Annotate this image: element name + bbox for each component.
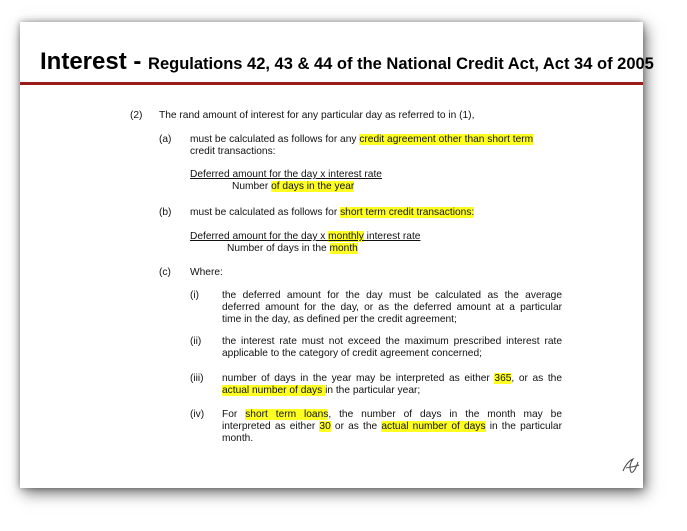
- formula-b-num-text: Deferred amount for the day x: [190, 231, 329, 242]
- sub-i-line2: deferred amount for the day, or as the deferred amount at a particular: [222, 302, 562, 313]
- highlight: actual number of days: [222, 385, 326, 396]
- item-b-label: (b): [159, 207, 172, 218]
- formula-b-denom-text: Number of days in the: [227, 243, 330, 254]
- clause-text: The rand amount of interest for any particular day as referred to in (1),: [159, 110, 475, 121]
- sub-i-line1: the deferred amount for the day must be calculated as the average: [222, 290, 562, 301]
- highlight: month: [329, 243, 358, 254]
- item-a-label: (a): [159, 134, 172, 145]
- sub-iii-line2: [222, 385, 420, 397]
- item-a-line1: [190, 134, 533, 146]
- sub-iii-line1-text: number of days in the year may be interpreted as either: [222, 373, 495, 384]
- sub-iii-line1: [222, 373, 562, 385]
- item-a-line1-text: must be calculated as follows for any: [190, 134, 360, 145]
- highlight: short term credit transactions:: [340, 207, 475, 218]
- formula-b-num-post: interest rate: [363, 231, 421, 242]
- title-dash: -: [126, 48, 149, 75]
- formula-b-numerator: [190, 231, 420, 243]
- clause-number: (2): [130, 110, 143, 121]
- sub-iv-line1-pre: For: [222, 409, 246, 420]
- highlight: short term loans: [245, 409, 329, 420]
- sub-iii-line1-post: , or as the: [511, 373, 562, 384]
- sub-iv-line2-mid: or as the: [330, 421, 382, 432]
- sub-ii-line2: applicable to the category of credit agreement concerned;: [222, 348, 482, 359]
- item-b-text-plain: must be calculated as follows for: [190, 207, 341, 218]
- sub-i-label: (i): [190, 290, 200, 301]
- sub-iv-line1-post: , the number of days in the month may be: [328, 409, 562, 420]
- sub-iv-line2: [222, 421, 562, 433]
- sub-i-line3: time in the day, as defined per the credit agreement;: [222, 314, 457, 325]
- sub-iii-line2-text: in the particular year;: [325, 385, 421, 396]
- sub-iv-line1: [222, 409, 562, 421]
- item-b-text: [190, 207, 474, 219]
- highlight: of days in the year: [271, 181, 355, 192]
- signature-mark: [620, 456, 642, 476]
- sub-iv-line2-pre: interpreted as either: [222, 421, 320, 432]
- formula-a-denominator: [232, 181, 354, 193]
- sub-iii-label: (iii): [190, 373, 204, 384]
- formula-b-denominator: [227, 243, 358, 255]
- formula-a-numerator: Deferred amount for the day x interest rate: [190, 169, 382, 180]
- slide: [20, 22, 654, 488]
- highlight: 30: [319, 421, 331, 432]
- sub-ii-line1: the interest rate must not exceed the maximum prescribed interest rate: [222, 336, 562, 347]
- regulation-text: [20, 22, 643, 488]
- item-c-label: (c): [159, 267, 171, 278]
- formula-a-denom-text: Number: [232, 181, 272, 192]
- highlight: credit agreement other than short term: [359, 134, 534, 145]
- sub-ii-label: (ii): [190, 336, 202, 347]
- highlight: monthly: [328, 231, 364, 242]
- title-main: Interest: [40, 48, 127, 75]
- title-subtitle: Regulations 42, 43 & 44 of the National Credit Act, Act 34 of 2005: [148, 55, 654, 73]
- highlight: 365: [494, 373, 512, 384]
- item-a-line2: credit transactions:: [190, 146, 276, 157]
- sub-iv-line3: month.: [222, 433, 254, 444]
- sub-iv-label: (iv): [190, 409, 205, 420]
- item-c-text: Where:: [190, 267, 223, 278]
- sub-iv-line2-post: in the particular: [485, 421, 562, 432]
- highlight: actual number of days: [381, 421, 486, 432]
